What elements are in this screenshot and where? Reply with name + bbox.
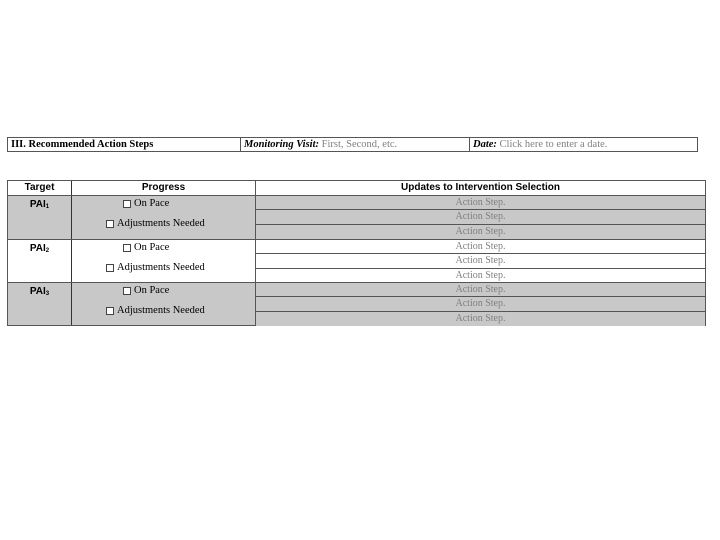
adjustments-checkbox-row[interactable] xyxy=(106,305,205,316)
progress-cell xyxy=(71,240,255,282)
on-pace-checkbox-row[interactable] xyxy=(123,198,169,209)
action-steps-cell xyxy=(255,240,705,282)
target-label: PAI xyxy=(29,243,46,254)
on-pace-checkbox[interactable] xyxy=(123,244,131,252)
monitoring-visit-placeholder[interactable]: First, Second, etc. xyxy=(321,139,398,150)
column-header-progress: Progress xyxy=(71,181,255,195)
column-header-updates: Updates to Intervention Selection xyxy=(255,181,705,195)
on-pace-checkbox[interactable] xyxy=(123,200,131,208)
target-subscript: 1 xyxy=(45,204,50,210)
on-pace-checkbox-row[interactable] xyxy=(123,242,169,253)
action-step-field[interactable]: Action Step. xyxy=(256,312,705,326)
target-label: PAI xyxy=(29,286,46,297)
adjustments-needed-label: Adjustments Needed xyxy=(117,262,205,273)
adjustments-needed-checkbox[interactable] xyxy=(106,264,114,272)
action-step-field[interactable]: Action Step. xyxy=(256,283,705,297)
on-pace-label: On Pace xyxy=(134,285,170,296)
date-placeholder[interactable]: Click here to enter a date. xyxy=(499,139,608,150)
action-step-field[interactable]: Action Step. xyxy=(256,297,705,311)
progress-cell xyxy=(71,283,255,325)
adjustments-checkbox-row[interactable] xyxy=(106,218,205,229)
date-field[interactable] xyxy=(469,138,697,151)
target-label: PAI xyxy=(29,199,46,210)
table-row xyxy=(8,239,705,282)
target-cell xyxy=(8,196,71,239)
table-row xyxy=(8,282,705,325)
on-pace-label: On Pace xyxy=(134,242,170,253)
column-header-target: Target xyxy=(24,182,55,193)
action-steps-cell xyxy=(255,196,705,239)
action-steps-table xyxy=(7,180,706,326)
action-steps-cell xyxy=(255,283,705,325)
date-label: Date: xyxy=(473,139,497,150)
action-step-field[interactable]: Action Step. xyxy=(455,269,506,281)
table-header-row xyxy=(8,181,705,196)
table-row xyxy=(8,196,705,239)
target-cell xyxy=(8,283,71,325)
adjustments-checkbox-row[interactable] xyxy=(106,262,205,273)
target-cell xyxy=(8,240,71,282)
on-pace-checkbox-row[interactable] xyxy=(123,285,169,296)
target-subscript: 3 xyxy=(45,291,50,297)
action-step-field[interactable]: Action Step. xyxy=(256,240,705,254)
on-pace-label: On Pace xyxy=(134,198,170,209)
action-step-field[interactable]: Action Step. xyxy=(256,254,705,268)
action-step-field[interactable]: Action Step. xyxy=(256,196,705,210)
adjustments-needed-label: Adjustments Needed xyxy=(117,305,205,316)
progress-cell xyxy=(71,196,255,239)
monitoring-visit-field[interactable] xyxy=(240,138,469,151)
action-step-field[interactable]: Action Step. xyxy=(256,225,705,239)
on-pace-checkbox[interactable] xyxy=(123,287,131,295)
adjustments-needed-checkbox[interactable] xyxy=(106,220,114,228)
action-step-field[interactable]: Action Step. xyxy=(256,210,705,224)
adjustments-needed-checkbox[interactable] xyxy=(106,307,114,315)
section-title: III. Recommended Action Steps xyxy=(11,139,154,150)
monitoring-visit-label: Monitoring Visit: xyxy=(244,139,319,150)
adjustments-needed-label: Adjustments Needed xyxy=(117,218,205,229)
section-header-bar xyxy=(7,137,698,152)
target-subscript: 2 xyxy=(45,248,50,254)
